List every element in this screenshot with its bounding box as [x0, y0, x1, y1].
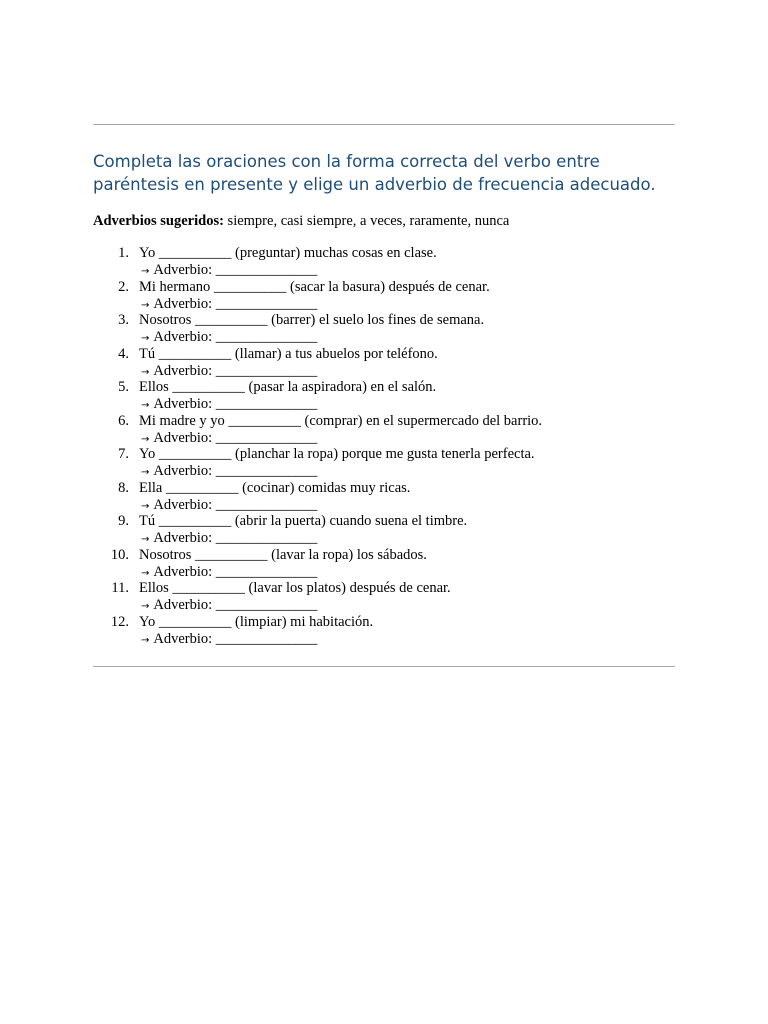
item-number: 9. [118, 513, 129, 529]
adverb-answer-line [139, 262, 675, 279]
arrow-right-icon: → [141, 467, 150, 478]
item-number: 8. [118, 479, 129, 496]
adverb-blank: Adverbio: ______________ [153, 630, 318, 647]
exercise-sentence: Nosotros __________ (barrer) el suelo los fines de semana. [139, 312, 485, 328]
arrow-right-icon: → [141, 433, 150, 445]
adverb-blank: Adverbio: ______________ [153, 563, 318, 580]
exercise-item [93, 614, 675, 648]
suggested-adverbs-text: siempre, casi siempre, a veces, raramente, nunca [223, 213, 510, 229]
arrow-right-icon: → [141, 266, 150, 277]
adverb-answer-line [139, 463, 675, 480]
arrow-right-icon: → [141, 366, 150, 378]
exercise-sentence: Yo __________ (limpiar) mi habitación. [139, 613, 374, 630]
exercise-sentence: Yo __________ (preguntar) muchas cosas en clase. [139, 245, 437, 261]
suggested-adverbs-label: Adverbios sugeridos: [93, 213, 224, 229]
suggested-adverbs [93, 212, 675, 230]
adverb-blank: Adverbio: ______________ [153, 295, 318, 312]
arrow-right-icon: → [141, 534, 150, 545]
adverb-answer-line [139, 564, 675, 581]
item-number: 7. [118, 446, 129, 462]
exercise-sentence: Ella __________ (cocinar) comidas muy ricas. [139, 479, 411, 496]
item-number: 5. [118, 379, 129, 395]
exercise-sentence: Tú __________ (abrir la puerta) cuando suena el timbre. [139, 513, 468, 529]
adverb-answer-line [139, 631, 675, 648]
adverb-blank: Adverbio: ______________ [153, 362, 318, 379]
adverb-answer-line [139, 530, 675, 547]
exercise-item [93, 580, 675, 614]
arrow-right-icon: → [141, 400, 150, 411]
adverb-answer-line [139, 597, 675, 614]
item-number: 3. [118, 312, 129, 328]
adverb-blank: Adverbio: ______________ [153, 496, 318, 513]
arrow-right-icon: → [141, 299, 150, 311]
arrow-right-icon: → [141, 333, 150, 344]
exercise-item [93, 480, 675, 514]
adverb-answer-line [139, 296, 675, 313]
exercise-item [93, 513, 675, 547]
adverb-answer-line [139, 396, 675, 413]
arrow-right-icon: → [141, 634, 150, 646]
exercise-item [93, 413, 675, 447]
item-number: 2. [118, 278, 129, 295]
adverb-blank: Adverbio: ______________ [153, 262, 318, 278]
item-number: 10. [110, 546, 129, 563]
exercise-item [93, 379, 675, 413]
adverb-answer-line [139, 497, 675, 514]
exercise-item [93, 547, 675, 581]
exercise-item [93, 279, 675, 313]
top-divider [93, 124, 675, 125]
exercise-item [93, 446, 675, 480]
exercise-list [93, 245, 675, 647]
item-number: 12. [110, 613, 129, 630]
adverb-answer-line [139, 363, 675, 380]
instructions-heading: Completa las oraciones con la forma correcta del verbo entre paréntesis en presente y elige un adverbio de frecuencia adecuado. [93, 152, 656, 194]
item-number: 11. [111, 580, 129, 596]
adverb-blank: Adverbio: ______________ [153, 530, 318, 546]
bottom-divider [93, 666, 675, 667]
exercise-sentence: Nosotros __________ (lavar la ropa) los sábados. [139, 546, 427, 563]
exercise-item [93, 346, 675, 380]
adverb-blank: Adverbio: ______________ [153, 463, 318, 479]
arrow-right-icon: → [141, 601, 150, 612]
adverb-blank: Adverbio: ______________ [153, 329, 318, 345]
item-number: 1. [118, 245, 129, 261]
exercise-item [93, 245, 675, 279]
exercise-sentence: Ellos __________ (pasar la aspiradora) en el salón. [139, 379, 437, 395]
adverb-answer-line [139, 430, 675, 447]
item-number: 6. [118, 412, 129, 429]
exercise-sentence: Yo __________ (planchar la ropa) porque me gusta tenerla perfecta. [139, 446, 535, 462]
adverb-blank: Adverbio: ______________ [153, 396, 318, 412]
adverb-blank: Adverbio: ______________ [153, 597, 318, 613]
document-page [93, 0, 675, 667]
arrow-right-icon: → [141, 500, 150, 512]
adverb-blank: Adverbio: ______________ [153, 429, 318, 446]
exercise-sentence: Tú __________ (llamar) a tus abuelos por teléfono. [139, 345, 438, 362]
exercise-sentence: Mi hermano __________ (sacar la basura) después de cenar. [139, 278, 490, 295]
arrow-right-icon: → [141, 567, 150, 579]
item-number: 4. [118, 345, 129, 362]
exercise-sentence: Ellos __________ (lavar los platos) después de cenar. [139, 580, 451, 596]
exercise-item [93, 312, 675, 346]
adverb-answer-line [139, 329, 675, 346]
exercise-sentence: Mi madre y yo __________ (comprar) en el supermercado del barrio. [139, 412, 543, 429]
